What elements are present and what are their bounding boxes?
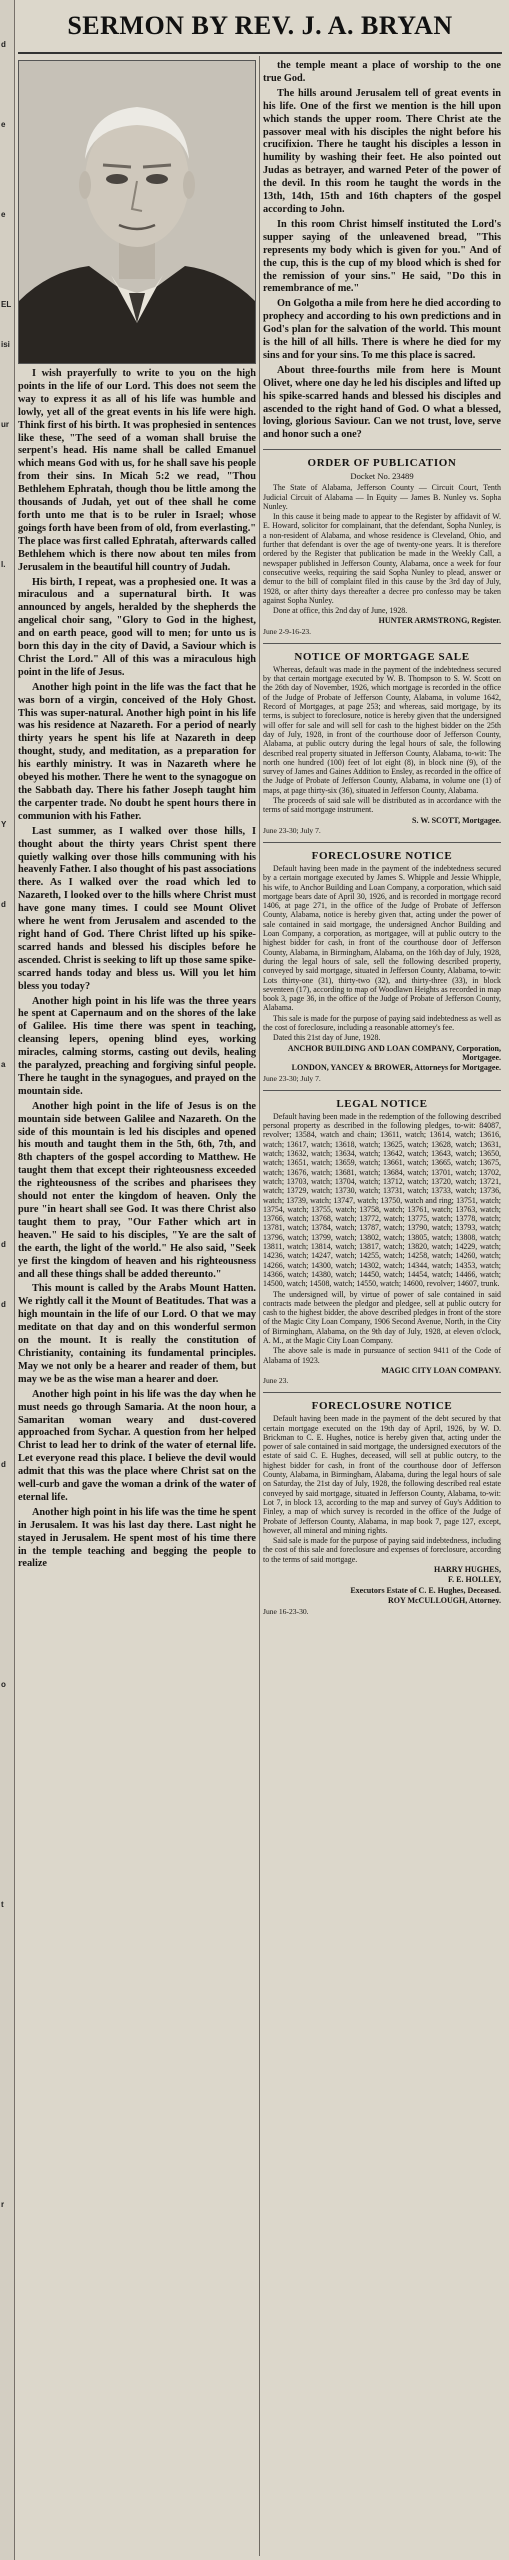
notice-signature: F. E. HOLLEY, <box>448 1575 501 1585</box>
notice-paragraph: The undersigned will, by virtue of power of sale contained in said contracts made between the pledgor and pledgee, sell at public outcry for cash to the highest bidder, the above described pledges in front of the store of the Magic City Loan Company, 1906 Second Avenue, North, in the City of Birmingham, Alabama, on the 9th day of July, 1928, at eleven o'clock, A. M., at the Magic City Loan Company. <box>263 1289 501 1345</box>
legal-notice <box>263 457 501 636</box>
sermon-paragraph: His birth, I repeat, was a prophesied one. It was a miraculous and a supernatural birth. It was announced by angels, heralded by the shepherds the angelical choir sang, "Glory to God in the highest, and on earth peace, good will to men; for unto us is born this day in the city of David, a Saviour which is Christ the Lord." All of this was a miraculous high point in the life of Jesus. <box>18 576 256 678</box>
notice-signature: S. W. SCOTT, Mortgagee. <box>412 815 501 825</box>
notice-divider <box>263 643 501 644</box>
strip-fragment: isi <box>1 340 10 349</box>
notice-paragraph: Whereas, default was made in the payment of the indebtedness secured by that certain mortgage executed by W. B. Thompson to S. W. Scott on the 26th day of November, 1926, which mortgage is recorded in the office of the Judge of Probate of Jefferson County, Alabama, in volume 1642, Record of Mortgages, at page 253; and whereas, said mortgage, by its terms, is subject to foreclosure, notice is hereby given that the undersigned will offer for sale and will sell for cash to the highest bidder on the 25th day of July, 1928, in front of the courthouse door of Jefferson County, Alabama, at public outcry during the legal hours of sale, the following described real property situated in Jefferson County, Alabama, to-wit: The north one hundred (100) feet of lot eight (8), in block nine (9), of the survey of James and Gaines Addition to Ensley, as recorded in the office of the Judge of Probate of Jefferson County, Alabama, in volume one (1) of maps, at page thirty-six (36), situated in Jefferson County, Alabama. <box>263 664 501 795</box>
notice-title: FORECLOSURE NOTICE <box>311 850 453 862</box>
sermon-paragraph: Another high point in the life was the fact that he was born of a virgin, conceived of the Holy Ghost. This was super-natural. Another high point in his life was his residence at Nazareth. For a period of nearly thirty years he spent his life at Nazareth in deep thought, study, and meditation, as a preparation for his earthly ministry. It was in Nazareth where he obeyed his mother. There he went to the synagogue on the Sabbath day. There his father Joseph taught him the carpenter trade. No doubt he spent hours there in communion with his Father. <box>18 681 256 822</box>
strip-fragment: Y <box>1 820 7 829</box>
legal-notice <box>263 651 501 835</box>
legal-notices <box>263 449 501 1615</box>
column-rule <box>259 56 260 2556</box>
notice-paragraph: Said sale is made for the purpose of paying said indebtedness, including the cost of this sale and foreclosure and expenses of foreclosure, according to the terms of said mortgage. <box>263 1536 501 1564</box>
notice-signature: ROY McCULLOUGH, Attorney. <box>387 1596 501 1606</box>
strip-fragment: a <box>1 1060 6 1069</box>
notice-paragraph: The proceeds of said sale will be distributed as in accordance with the terms of said mortgage instrument. <box>263 796 501 815</box>
sermon-paragraph: Another high point in his life was the time he spent in Jerusalem. It was his last day there. Last night he stayed in Jerusalem. He spent most of his time there in the temple teaching and begging the people to realize <box>18 1506 256 1570</box>
notice-signature: HUNTER ARMSTRONG, Register. <box>378 616 501 626</box>
notice-signature: ANCHOR BUILDING AND LOAN COMPANY, Corporation, Mortgagee. <box>287 1043 501 1063</box>
sermon-paragraph: About three-fourths mile from here is Mount Olivet, where one day he led his disciples and lifted up his spike-scarred hands and blessed his disciples and ascended to the right hand of God. O what a blessed, loving, glorious Saviour. Can we not trust, love, serve and honor such a one? <box>263 364 501 441</box>
notice-dates: June 23. <box>263 1376 289 1386</box>
sermon-text-left <box>18 368 256 1571</box>
sermon-paragraph: Another high point in his life was the day when he must needs go through Samaria. At the noon hour, a Samaritan woman weary and dust-covered approached from Sychar. A question from her helped Christ to lead her to drink of the water of eternal life. Let everyone read this place. I believe the devil would admit that this was the place where Christ sat on the well-curb and gave the woman a drink of the water of eternal life. <box>18 1388 256 1503</box>
sermon-paragraph: Last summer, as I walked over those hills, I thought about the thirty years Christ spent there quietly walking over those hills communing with his heavenly Father. I also thought of his past associations there. As I walked over the road which led to Nazareth, I looked over to the hills where Christ must have gone many times. I could see Mount Olivet where he went from Jerusalem and ascended to the right hand of God. There Christ lifted up his spike-scarred hands and blessed his disciples before he ascended. Christ is seeking to lift up those same spike-scarred hands today and bless us. Will you let him bless you today? <box>18 825 256 992</box>
notice-title: LEGAL NOTICE <box>336 1097 428 1110</box>
sermon-paragraph: On Golgotha a mile from here he died according to prophecy and according to his own predictions and in God's plan for the salvation of the world. This mount is the hill of all hills. There is where he died for my sins and for your sins. To me this place is sacred. <box>263 298 501 361</box>
notice-paragraph: This sale is made for the purpose of paying said indebtedness as well as the cost of foreclosure, including a reasonable attorney's fee. <box>263 1013 501 1033</box>
notice-paragraph: In this cause it being made to appear to the Register by affidavit of W. E. Howard, solicitor for complainant, that the defendant, Sopha Nunley, is a non-resident of Alabama, and whose residence is Cleveland, Ohio, and further that defendant is over the age of twenty-one years. It is therefore ordered by the Register that publication be made in the Weekly Call, a newspaper published in Jefferson County, Alabama, once a week for four consecutive weeks, requiring the said Sopha Nunley to plead, answer or demur to the bill of complaint filed in this cause by the 3rd day of July, 1928, or after thirty days thereafter a decree pro confesso may be taken against Sopha Nunley. <box>263 512 501 605</box>
strip-fragment: d <box>1 900 6 909</box>
strip-fragment: e <box>1 210 6 219</box>
legal-notice <box>263 1098 501 1385</box>
notice-signature: Executors Estate of C. E. Hughes, Deceased. <box>350 1585 501 1595</box>
notice-divider <box>263 1392 501 1393</box>
page-title: SERMON BY REV. J. A. BRYAN <box>67 11 453 40</box>
notice-dates: June 16-23-30. <box>263 1606 309 1616</box>
notice-divider <box>263 842 501 843</box>
legal-notice <box>263 850 501 1083</box>
strip-fragment: e <box>1 120 6 129</box>
notice-divider <box>263 449 501 450</box>
notice-dates: June 23-30; July 7. <box>263 826 321 835</box>
notice-paragraph: Done at office, this 2nd day of June, 1928. <box>273 606 408 616</box>
sermon-column-left <box>18 60 256 1573</box>
strip-fragment: r <box>1 2200 5 2209</box>
notice-paragraph: Default having been made in the payment of the indebtedness secured by a certain mortgage executed by James S. Whipple and Jessie Whipple, his wife, to Anchor Building and Loan Company, a corporation, which said mortgage bears date of April 30, 1926, and is recorded in mortgage record 1406, at page 271, in the office of the Judge of Probate of Jefferson County, Alabama, notice is hereby given that, acting under the power of sale contained in said mortgage, the undersigned Anchor Building and Loan Company, a corporation, as mortgagee, will at public outcry to the highest bidder for cash, in front of the courthouse door of Jefferson County, Alabama, in Birmingham, Alabama, on the 16th day of July, 1928, during the legal hours of sale, sell the following described property, conveyed by said mortgage, situated in Jefferson County, Alabama, to-wit: Lots thirty-one (31), thirty-two (32), and thirty-three (33), in block seventeen (17), according to map of Woodlawn Heights as recorded in map book 3, page 36, in the office of the Judge of Probate of Jefferson County, Alabama. <box>263 864 501 1013</box>
sermon-paragraph: The hills around Jerusalem tell of great events in his life. One of the first we mention is the hill upon which stands the upper room. There Christ ate the passover meal with his disciples the night before his crucifixion. There he taught his disciples a lesson in humility by washing their feet. He also pointed out Judas as betrayer, and warned Peter of the power of the devil. In this room he taught the words in the 13th, 14th, 15th and 16th chapters of the gospel according to John. <box>263 87 501 215</box>
strip-fragment: ur <box>1 420 9 429</box>
notice-paragraph: Default having been made in the payment of the debt secured by that certain mortgage executed on the 19th day of April, 1926, by W. D. Brickman to C. E. Hughes, notice is hereby given that, acting under the power of sale contained in said mortgage, the undersigned executors of the estate of said C. E. Hughes, deceased, will sell at public outcry, to the highest bidder for cash, in front of the courthouse door of Jefferson County, Alabama, in Birmingham, Alabama, during the legal hours of sale on Saturday, the 21st day of July, 1928, the following described real estate conveyed by said mortgage, situated in Jefferson County, Alabama, to-wit: Lot 7, in block 13, according to the map and survey of Guy's Addition to Finley, a map of which survey is recorded in the office of the Judge of Probate of Jefferson County, Alabama, in map book 7, page 127, except, however, all mineral and mining rights. <box>263 1414 501 1535</box>
notice-title: FORECLOSURE NOTICE <box>311 1400 453 1413</box>
notice-dates: June 23-30; July 7. <box>263 1073 321 1083</box>
legal-notice <box>263 1400 501 1615</box>
sermon-paragraph: This mount is called by the Arabs Mount Hatten. We rightly call it the Mount of Beatitudes. That was a high mountain in the life of our Lord. O that we may meditate on that day and on this wonderful sermon on the mount. It is really the constitution of Christianity, containing its fundamental principles. May we not only be a hearer and reader of them, but may we be as the wise man a hearer and doer. <box>18 1283 256 1385</box>
strip-fragment: d <box>1 1300 6 1309</box>
notice-signature: MAGIC CITY LOAN COMPANY. <box>381 1365 501 1375</box>
notice-divider <box>263 1090 501 1091</box>
strip-fragment: EL <box>1 300 12 309</box>
strip-fragment: d <box>1 40 6 49</box>
sermon-paragraph: Another high point in the life of Jesus is on the mountain side between Galilee and Nazareth. On the side of this mountain is led his disciples and opened his mouth and taught them in the 5th, 6th, 7th, and 8th chapters of the gospel according to Matthew. He taught them that except their righteousness exceeded the righteousness of the scribes and pharisees they should not enter the kingdom of heaven. Only the pure "in heart shall see God. It was there Christ also taught them to pray, "Our Father which art in heaven." He said to his disciples, "Ye are the salt of the earth, the light of the world." He also said, "Seek ye first the kingdom of heaven and his righteousness and all these things shall be added thereunto." <box>18 1100 256 1280</box>
notice-docket: Docket No. 23489 <box>350 471 414 482</box>
notice-title: NOTICE OF MORTGAGE SALE <box>294 650 470 663</box>
strip-fragment: t <box>1 1900 4 1909</box>
sermon-text-right <box>263 60 501 442</box>
strip-fragment: d <box>1 1460 6 1469</box>
sermon-paragraph: In this room Christ himself instituted the Lord's supper saying of the unleavened bread, "This represents my body which is given for you." And of the cup, this is the cup of my blood which is shed for the remission of your sins." He said, "Do this in remembrance of me." <box>263 218 501 295</box>
notice-paragraph: Dated this 21st day of June, 1928. <box>273 1033 381 1043</box>
notice-signature: LONDON, YANCEY & BROWER, Attorneys for Mortgagee. <box>291 1063 501 1073</box>
notice-dates: June 2-9-16-23. <box>263 626 312 636</box>
strip-fragment: d <box>1 1240 6 1249</box>
title-rule <box>18 52 502 54</box>
notice-paragraph: The above sale is made in pursuance of section 9411 of the Code of Alabama of 1923. <box>263 1346 501 1365</box>
adjacent-column-strip <box>0 0 15 2560</box>
portrait-photo <box>18 60 256 364</box>
notice-paragraph: Default having been made in the redemption of the following described personal property as described in the following pledges, to-wit: 84087, revolver; 13584, watch and chain; 13611, watch; 13614, watch; 13616, watch; 13617, watch; 13618, watch; 13625, watch; 13628, watch; 13631, watch; 13632, watch; 13634, watch; 13642, watch; 13643, watch; 13650, watch; 13651, watch; 13659, watch; 13661, watch; 13665, watch; 13675, watch; 13676, watch; 13681, watch; 13684, watch; 13701, watch; 13702, watch; 13703, watch; 13704, watch; 13712, watch; 13720, watch; 13721, watch; 13729, watch; 13730, watch; 13731, watch; 13733, watch; 13736, watch; 13739, watch; 13747, watch; 13750, watch and ring; 13751, watch; 13754, watch; 13755, watch; 13758, watch; 13761, watch; 13763, watch; 13766, watch; 13768, watch; 13772, watch; 13775, watch; 13778, watch; 13781, watch; 13784, watch; 13787, watch; 13790, watch; 13793, watch; 13796, watch; 13799, watch; 13802, watch; 13805, watch; 13808, watch; 13811, watch; 13814, watch; 13817, watch; 13820, watch; 14229, watch; 14236, watch; 14247, watch; 14255, watch; 14258, watch; 14260, watch; 14266, watch; 14300, watch; 14302, watch; 14344, watch; 14353, watch; 14366, watch; 14380, watch; 14450, watch; 14454, watch; 14466, watch; 14500, watch; 14508, watch; 14550, watch; 14600, revolver; 14607, trunk. <box>263 1111 501 1289</box>
sermon-column-right <box>263 60 501 1617</box>
notice-paragraph: The State of Alabama, Jefferson County — Circuit Court, Tenth Judicial Circuit of Alabama — In Equity — James B. Nunley vs. Sopha Nunley. <box>263 483 501 511</box>
strip-fragment: l. <box>1 560 6 569</box>
sermon-paragraph: the temple meant a place of worship to the one true God. <box>263 60 501 84</box>
strip-fragment: o <box>1 1680 6 1689</box>
portrait-illustration <box>19 61 255 363</box>
sermon-paragraph: I wish prayerfully to write to you on the high points in the life of our Lord. This does not seem the way to express it as all of his life was humble and lowly, yet all of the great events in his life were high. Think first of his birth. It was prophesied in sentences like these, "The seed of a woman shall bruise the serpent's head. His name shall be called Emanuel which means God with us, for he shall save his people from their sins. In Micah 5:2 we read, "Thou Bethlehem Ephratah, though thou be little among the thousands of Judah, yet out of thee shall he come forth unto me that is to be ruler in Israel; whose goings forth have been from of old, from everlasting." The place was first called Ephratah, afterwards called Bethlehem which is there now about ten miles from Jerusalem in the beautiful hill country of Judah. <box>18 368 256 573</box>
notice-signature: HARRY HUGHES, <box>434 1565 501 1575</box>
sermon-paragraph: Another high point in his life was the three years he spent at Capernaum and on the shores of the lake of Galilee. His time there was spent in teaching, cleansing lepers, opening blind eyes, working miracles, calming storms, casting out devils, healing the paralyzed, preaching and forgiving sinful people. There he taught in the synagogues, and prayed on the mountain side. <box>18 995 256 1097</box>
notice-title: ORDER OF PUBLICATION <box>307 457 457 470</box>
